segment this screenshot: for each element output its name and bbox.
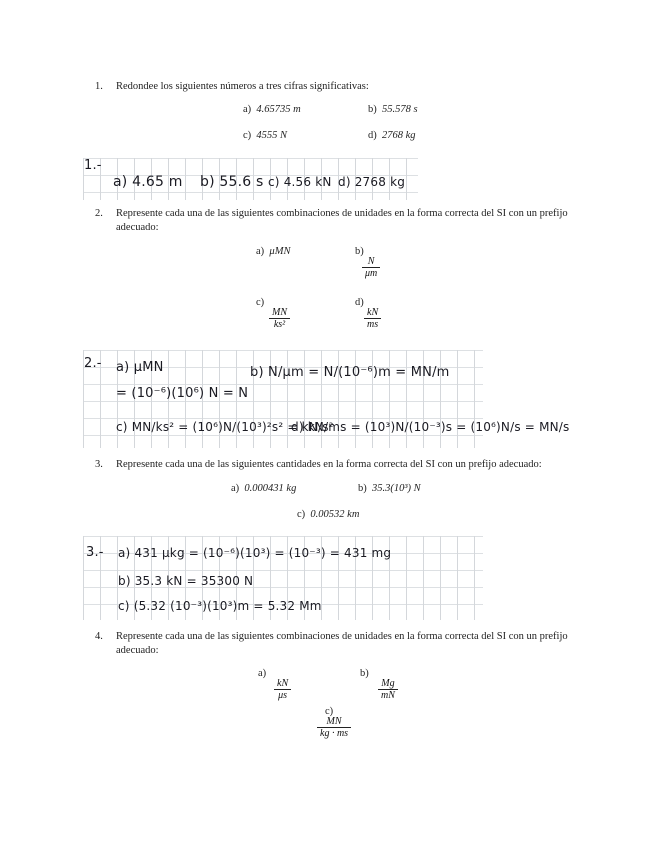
question-4-text: Represente cada una de las siguientes combinaciones de unidades en la forma correcta del SI con un prefijo adecuado:: [116, 631, 568, 656]
question-1-number: 1.: [95, 81, 103, 92]
q4-option-a-label: a): [258, 668, 267, 679]
q4-option-c-label: c): [325, 706, 334, 717]
q3-option-a: a) 0.000431 kg: [231, 483, 297, 494]
answer-1c: c) 4.56 kN: [268, 175, 332, 189]
q4-option-c-fraction: $\frac{MN}{kg \cdot ms}$: [317, 716, 351, 739]
q3-option-b: b) 35.3(10³) N: [358, 483, 421, 494]
question-3-number: 3.: [95, 459, 103, 470]
q2-option-d-label: d): [355, 297, 364, 308]
answer-3c: c) (5.32 (10⁻³)(10³)m = 5.32 Mm: [118, 599, 322, 613]
answer-2a-line2: = (10⁻⁶)(10⁶) N = N: [116, 386, 249, 401]
answer-3b: b) 35.3 kN = 35300 N: [118, 574, 254, 588]
answer-3-number: 3.-: [86, 545, 104, 560]
answer-1d: d) 2768 kg: [338, 175, 406, 189]
question-1-text: Redondee los siguientes números a tres cifras significativas:: [116, 81, 369, 92]
q2-option-c-label: c): [256, 297, 265, 308]
q1-option-d: d) 2768 kg: [368, 130, 416, 141]
q1-option-b: b) 55.578 s: [368, 104, 418, 115]
answer-1a: a) 4.65 m: [113, 174, 183, 190]
answer-2d: d) kN/ms = (10³)N/(10⁻³)s = (10⁶)N/s = MN/s: [291, 420, 570, 434]
answer-2-number: 2.-: [84, 356, 102, 371]
answer-3a: a) 431 μkg = (10⁻⁶)(10³) = (10⁻³) = 431 mg: [118, 546, 392, 560]
question-3-text: Represente cada una de las siguientes cantidades en la forma correcta del SI con un prefijo adecuado:: [116, 459, 542, 470]
question-2-number: 2.: [95, 208, 103, 219]
q4-option-b-fraction: $\frac{Mg}{mN}$: [378, 678, 398, 701]
q1-option-a: a) 4.65735 m: [243, 104, 301, 115]
answer-2c: c) MN/ks² = (10⁶)N/(10³)²s² = kN/s²: [116, 420, 334, 434]
answer-2a-line1: a) μMN: [116, 360, 164, 375]
answer-1b: b) 55.6 s: [200, 174, 264, 190]
q2-option-d-fraction: $\frac{kN}{ms}$: [364, 307, 381, 330]
question-2-text: Represente cada una de las siguientes combinaciones de unidades en la forma correcta del SI con un prefijo adecuado:: [116, 208, 568, 233]
q4-option-a-fraction: $\frac{kN}{\mu s}$: [274, 678, 291, 701]
q1-option-c: c) 4555 N: [243, 130, 288, 141]
q3-option-c: c) 0.00532 km: [297, 509, 360, 520]
q2-option-c-fraction: $\frac{MN}{\text{ks²}}$: [269, 307, 290, 330]
q2-option-a: a) μMN: [256, 246, 291, 257]
q2-option-b-label: b): [355, 246, 364, 257]
answer-1-number: 1.-: [84, 158, 102, 173]
answer-2b: b) N/μm = N/(10⁻⁶)m = MN/m: [250, 365, 450, 380]
q4-option-b-label: b): [360, 668, 369, 679]
q2-option-b-fraction: $\frac{N}{\mu m}$: [362, 256, 380, 279]
question-4-number: 4.: [95, 631, 103, 642]
